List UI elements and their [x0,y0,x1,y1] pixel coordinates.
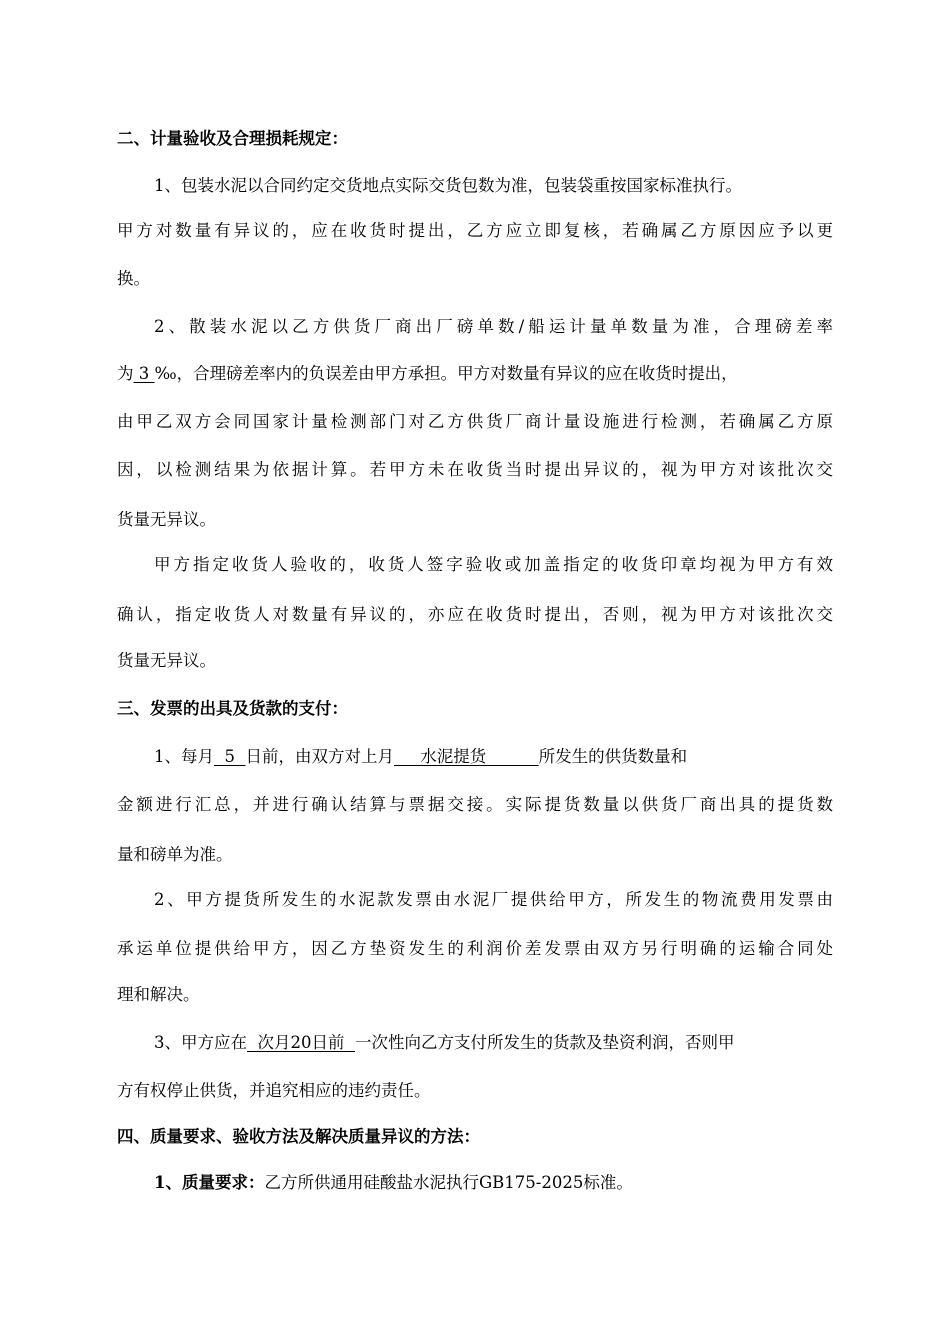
s3-p1-line-1: 1、每月 5 日前，由双方对上月 水泥提货 所发生的供货数量和 [154,747,688,766]
s3-p1-line-2: 金额进行汇总，并进行确认结算与票据交接。实际提货数量以供货厂商出具的提货数 [117,795,833,814]
s3-p3-line-2: 方有权停止供货，并追究相应的违约责任。 [117,1081,431,1100]
s3-p2-line-3: 理和解决。 [117,985,200,1004]
s4-p1-line-1: 1、质量要求：乙方所供通用硅酸盐水泥执行GB175-2025标准。 [154,1173,633,1192]
s2-p2-line-2: 为 3 ‰，合理磅差率内的负误差由甲方承担。甲方对数量有异议的应在收货时提出， [117,364,738,383]
s3-p1-line-3: 量和磅单为准。 [117,845,233,864]
s2-p2-line-3: 由甲乙双方会同国家计量检测部门对乙方供货厂商计量设施进行检测，若确属乙方原 [117,412,833,431]
section-3-heading: 三、发票的出具及货款的支付： [117,699,348,718]
s2-p2-line-4: 因，以检测结果为依据计算。若甲方未在收货当时提出异议的，视为甲方对该批次交 [117,460,833,479]
quality-requirement-label: 1、质量要求： [154,1173,265,1192]
s2-p1-line-3: 换。 [117,269,150,288]
s2-p1-line-2: 甲方对数量有异议的，应在收货时提出，乙方应立即复核，若确属乙方原因应予以更 [117,221,833,240]
s2-p1-line-1: 1、包装水泥以合同约定交货地点实际交货包数为准，包装袋重按国家标准执行。 [154,176,742,195]
settlement-day-value: 5 [214,747,246,766]
tolerance-rate-value: 3 [133,364,155,383]
s3-p2-line-1: 2、甲方提货所发生的水泥款发票由水泥厂提供给甲方，所发生的物流费用发票由 [154,890,833,909]
s2-p3-line-3: 货量无异议。 [117,651,216,670]
settlement-item-value: 水泥提货 [393,747,539,766]
s2-p2-line-5: 货量无异议。 [117,510,216,529]
section-4-heading: 四、质量要求、验收方法及解决质量异议的方法： [117,1127,480,1146]
s2-p3-line-2: 确认，指定收货人对数量有异议的，亦应在收货时提出，否则，视为甲方对该批次交 [117,605,833,624]
s3-p2-line-2: 承运单位提供给甲方，因乙方垫资发生的利润价差发票由双方另行明确的运输合同处 [117,939,833,958]
s2-p3-line-1: 甲方指定收货人验收的，收货人签字验收或加盖指定的收货印章均视为甲方有效 [154,555,833,574]
s2-p2-line-1: 2、散装水泥以乙方供货厂商出厂磅单数/船运计量单数量为准，合理磅差率 [154,317,833,336]
section-2-heading: 二、计量验收及合理损耗规定： [117,129,348,148]
payment-deadline-value: 次月20日前 [247,1033,355,1052]
s3-p3-line-1: 3、甲方应在 次月20日前 一次性向乙方支付所发生的货款及垫资利润，否则甲 [154,1033,735,1052]
